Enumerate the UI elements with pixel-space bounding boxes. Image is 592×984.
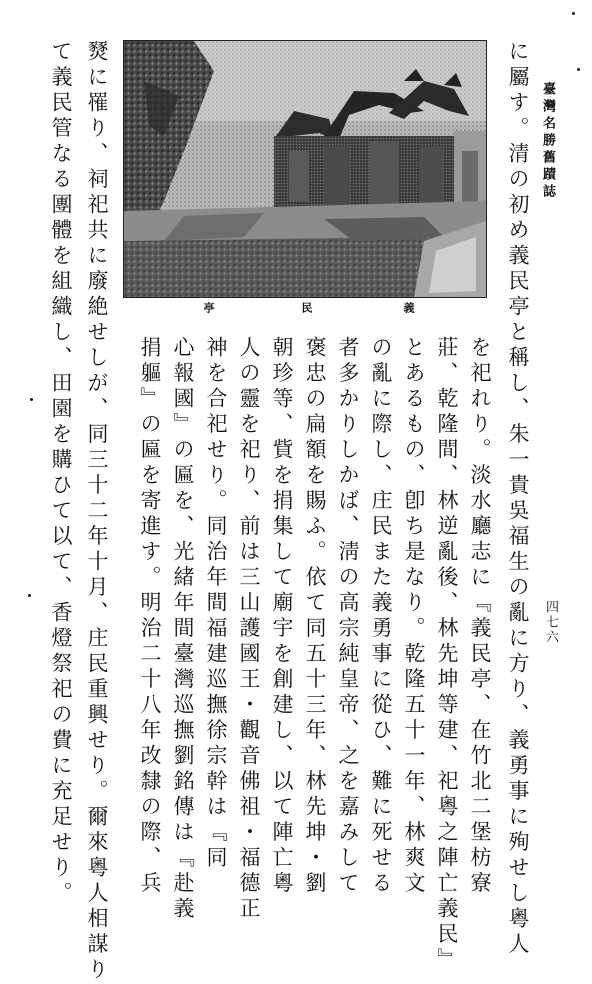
text-column: を祀れり。淡水廳志に『義民亭、在竹北二堡枋寮	[468, 336, 492, 897]
running-title: 臺灣名勝舊蹟誌	[540, 82, 555, 201]
text-column: 朝珍等、貲を捐集して廟宇を創建し、以て陣亡粵	[270, 336, 294, 897]
text-column: 神を合祀せり。同治年間福建巡撫徐宗幹は『同	[204, 336, 228, 872]
text-column: に屬す。清の初め義民亭と稱し、朱一貴吳福生の亂に方り、義勇事に殉せし粵人	[506, 40, 530, 958]
photo-caption-2: 民	[300, 302, 313, 313]
page-number: 四七六	[543, 600, 558, 645]
text-column: 捐軀』の匾を寄進す。明治二十八年改隸の際、兵	[138, 336, 162, 897]
text-column: 莊、乾隆間、林逆亂後、林先坤等建、祀粵之陣亡義民』	[435, 336, 459, 974]
text-column: 心報國』の匾を、光緒年間臺灣巡撫劉銘傳は『赴義	[171, 336, 195, 923]
temple-photo	[123, 40, 487, 298]
scan-speck	[28, 594, 31, 597]
text-column: て義民管なる團體を組織し、田園を購ひて以て、香燈祭祀の費に充足せり。	[49, 40, 73, 907]
photo-caption-3: 亭	[202, 302, 215, 313]
text-column: の亂に際し、庄民また義勇事に從ひ、難に死せる	[369, 336, 393, 897]
scan-speck	[577, 68, 580, 71]
photo-caption-1: 義	[402, 302, 415, 313]
text-column: とあるもの、卽ち是なり。乾隆五十一年、林爽文	[402, 336, 426, 897]
text-column: 人の靈を祀り、前は三山護國王・觀音佛祖・福德正	[237, 336, 261, 923]
text-column: 者多かりしかば、淸の高宗純皇帝、之を嘉みして	[336, 336, 360, 897]
scan-speck	[30, 398, 33, 401]
text-column: 燹に罹り、祠祀共に廢絶せしが、同三十二年十月、庄民重興せり。爾來粵人相謀り	[85, 40, 109, 984]
scan-speck	[572, 12, 575, 15]
text-column: 褒忠の扁額を賜ふ。依て同五十三年、林先坤・劉	[303, 336, 327, 897]
